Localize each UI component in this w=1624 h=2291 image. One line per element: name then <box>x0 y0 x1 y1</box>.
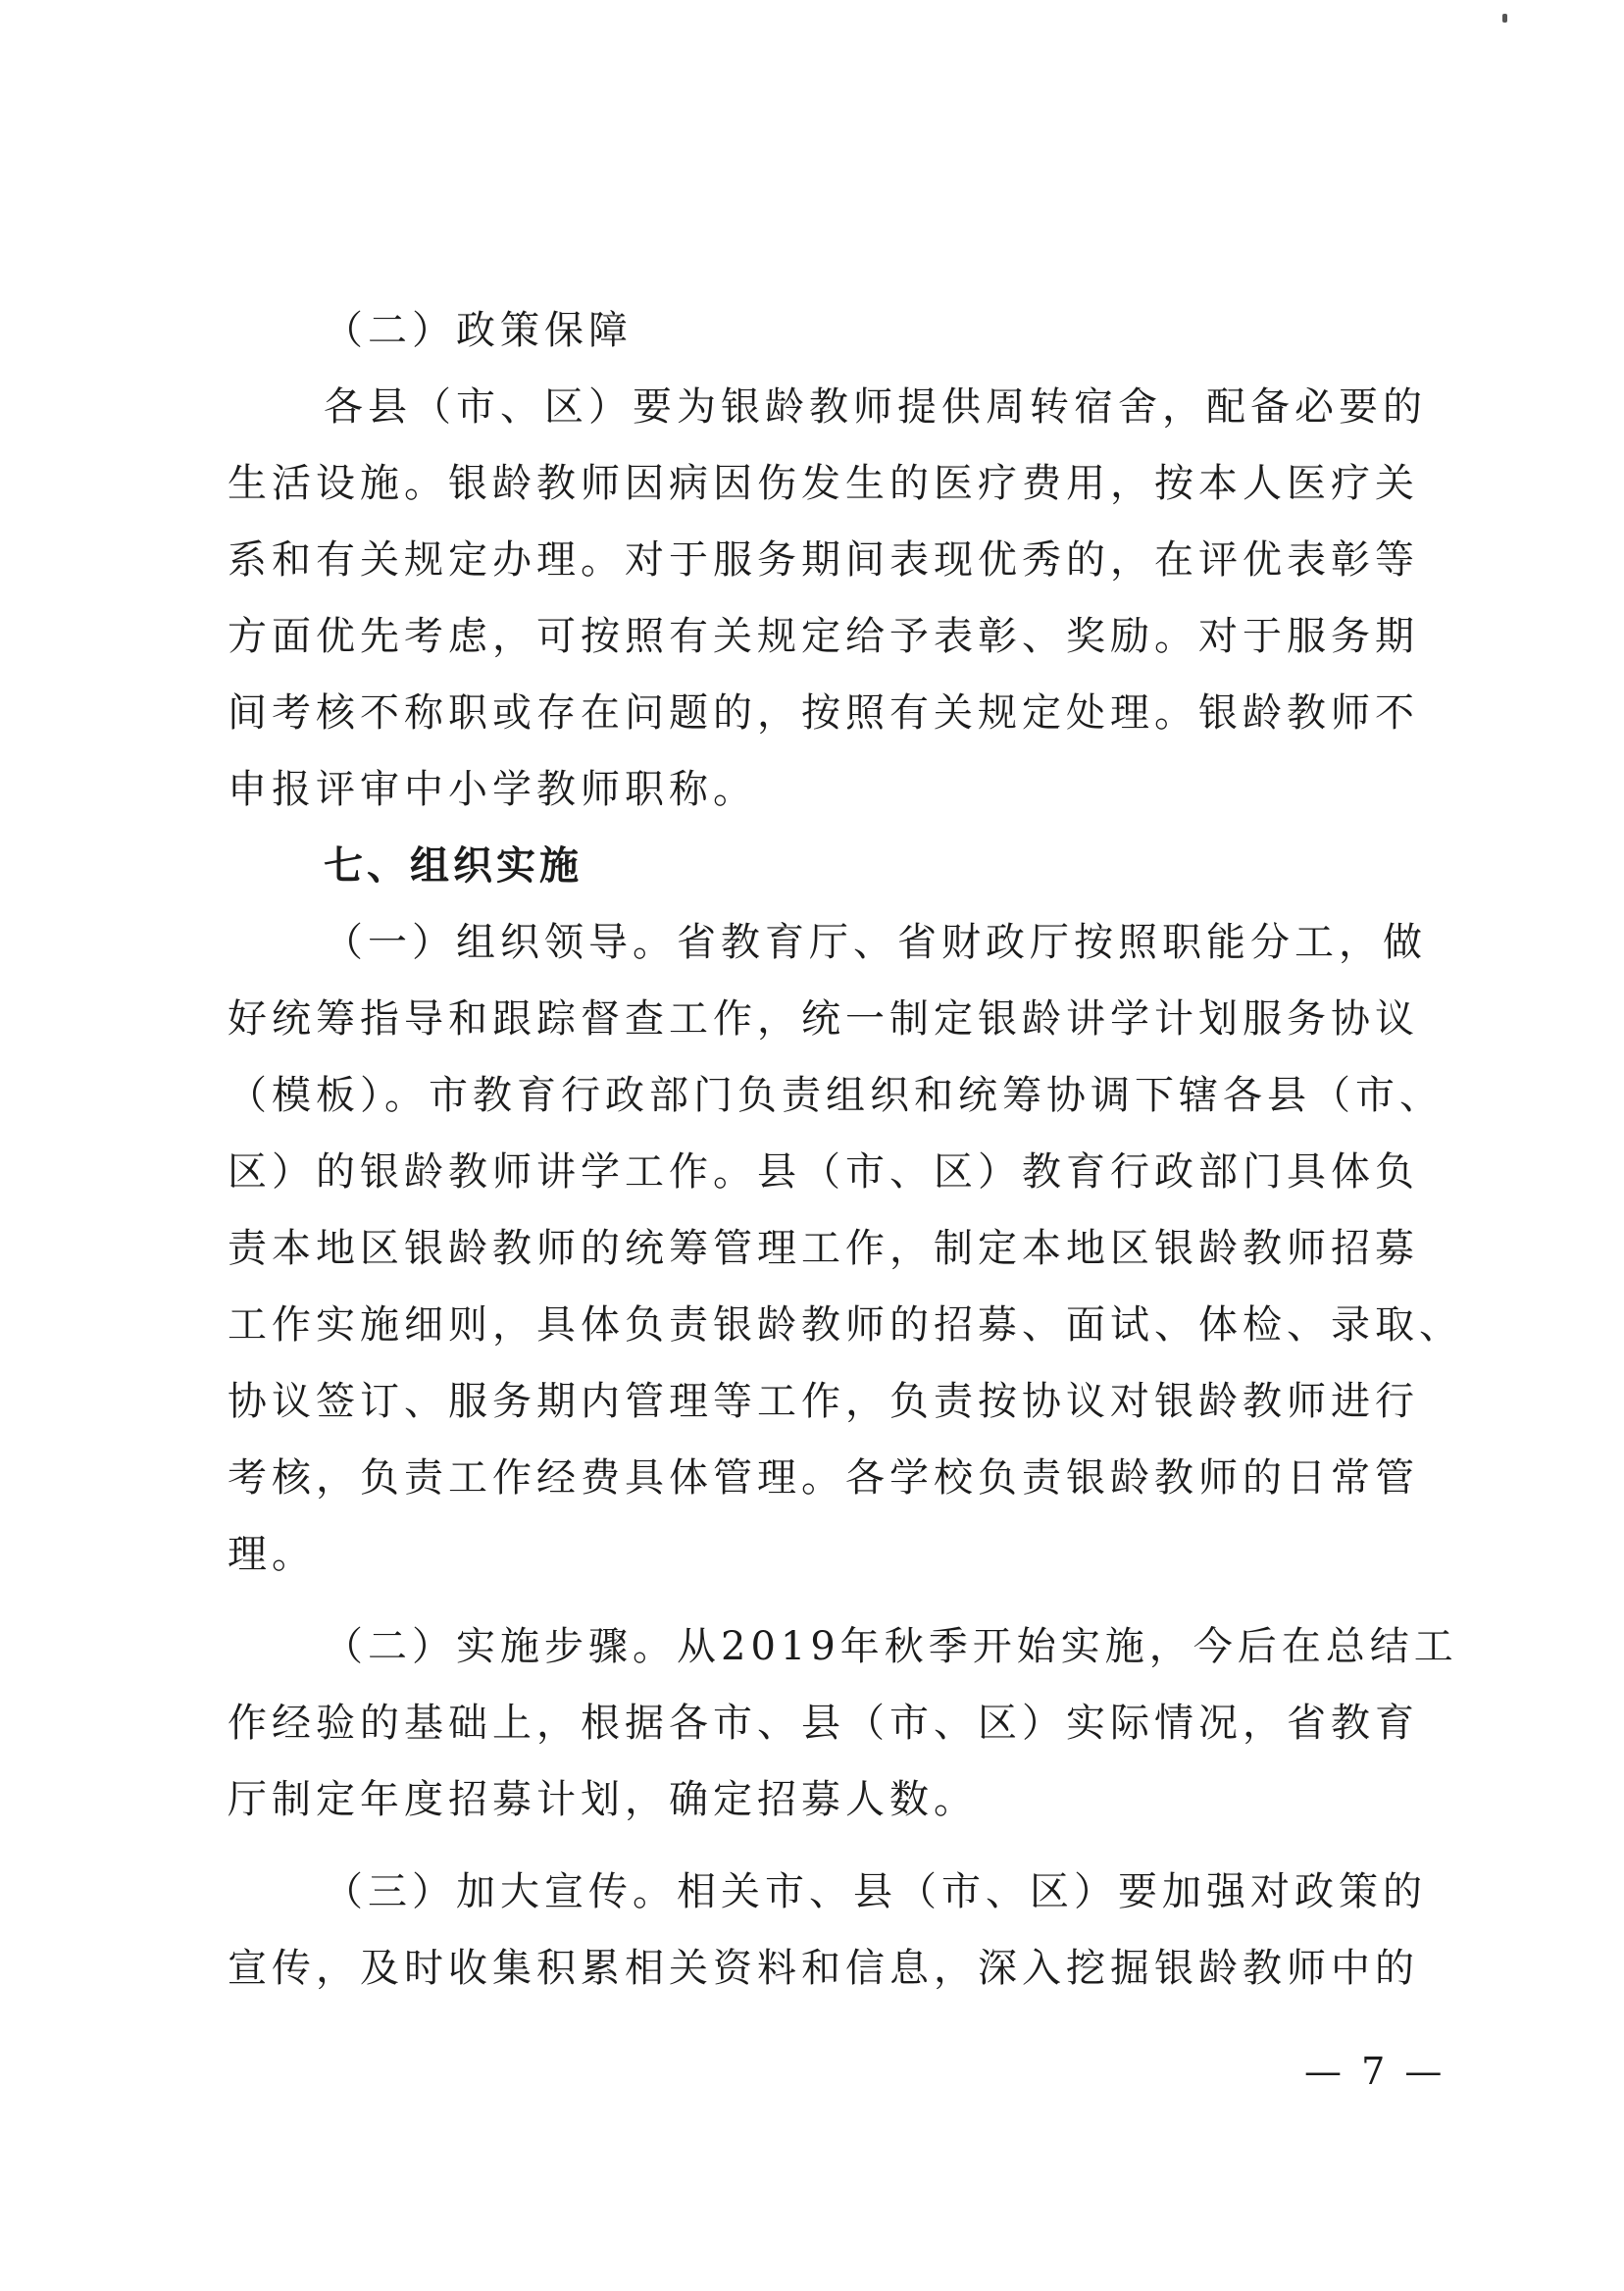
paragraph-line: 协议签订、服务期内管理等工作，负责按协议对银龄教师进行 <box>228 1379 1419 1424</box>
paragraph-line: 厅制定年度招募计划，确定招募人数。 <box>228 1777 978 1822</box>
paragraph-line: （二）实施步骤。从2019年秋季开始实施，今后在总结工 <box>324 1624 1458 1669</box>
paragraph-spacer <box>228 1838 1409 1854</box>
paragraph-line: 各县（市、区）要为银龄教师提供周转宿舍，配备必要的 <box>324 384 1427 430</box>
paragraph-line: 间考核不称职或存在问题的，按照有关规定处理。银龄教师不 <box>228 690 1419 736</box>
subheading-policy-guarantee: （二）政策保障 <box>324 308 633 353</box>
paragraph-publicity <box>228 1854 1427 2007</box>
paragraph-line: 理。 <box>228 1532 316 1577</box>
page-number: — 7 — <box>1304 2050 1446 2093</box>
paragraph-line: 生活设施。银龄教师因病因伤发生的医疗费用，按本人医疗关 <box>228 461 1419 506</box>
paragraph-spacer <box>228 1593 1409 1608</box>
paragraph-line: 区）的银龄教师讲学工作。县（市、区）教育行政部门具体负 <box>228 1149 1419 1195</box>
paragraph-line: （一）组织领导。省教育厅、省财政厅按照职能分工，做 <box>324 920 1427 965</box>
paragraph-line: 工作实施细则，具体负责银龄教师的招募、面试、体检、录取、 <box>228 1302 1463 1348</box>
paragraph-organization <box>228 904 1463 1593</box>
paragraph-line: 好统筹指导和跟踪督查工作，统一制定银龄讲学计划服务协议 <box>228 996 1419 1042</box>
scan-mark <box>1502 14 1507 23</box>
paragraph-line: （三）加大宣传。相关市、县（市、区）要加强对政策的 <box>324 1869 1427 1914</box>
document-body <box>228 292 1463 2007</box>
paragraph-line: 申报评审中小学教师职称。 <box>228 767 757 812</box>
paragraph-line: 系和有关规定办理。对于服务期间表现优秀的，在评优表彰等 <box>228 537 1419 583</box>
paragraph-line: 方面优先考虑，可按照有关规定给予表彰、奖励。对于服务期 <box>228 614 1419 659</box>
paragraph-line: （模板）。市教育行政部门负责组织和统筹协调下辖各县（市、 <box>228 1073 1444 1118</box>
paragraph-line: 考核，负责工作经费具体管理。各学校负责银龄教师的日常管 <box>228 1455 1419 1501</box>
section-heading-organization: 七、组织实施 <box>324 843 583 889</box>
paragraph-line: 作经验的基础上，根据各市、县（市、区）实际情况，省教育 <box>228 1701 1419 1746</box>
paragraph-line: 宣传，及时收集积累相关资料和信息，深入挖掘银龄教师中的 <box>228 1946 1419 1991</box>
paragraph-steps <box>228 1608 1458 1838</box>
paragraph-line: 责本地区银龄教师的统筹管理工作，制定本地区银龄教师招募 <box>228 1226 1419 1271</box>
paragraph-policy <box>228 369 1427 828</box>
